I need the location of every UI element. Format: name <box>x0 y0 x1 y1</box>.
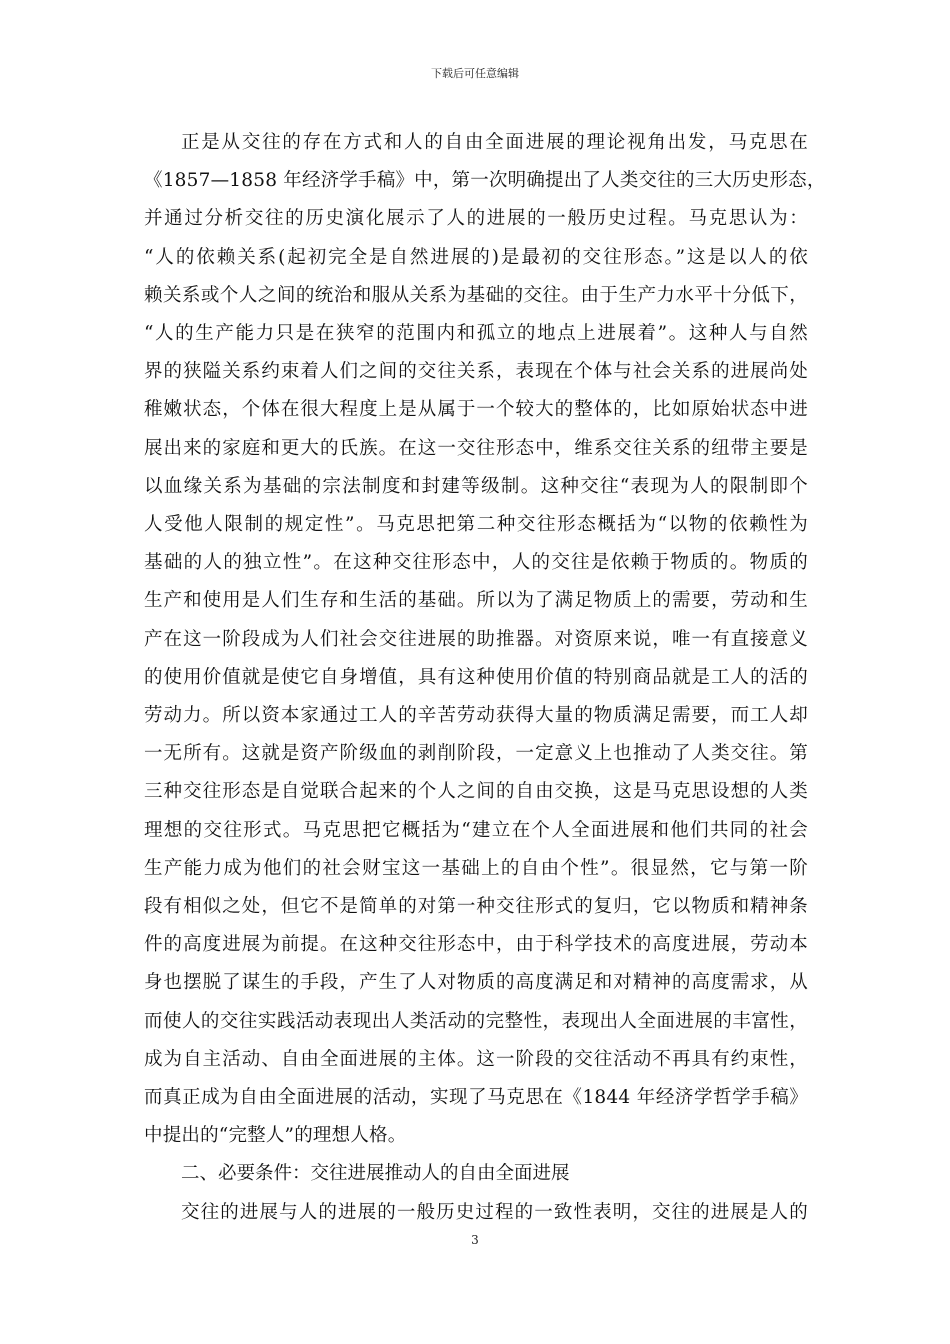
body-text <box>144 124 826 1232</box>
text-line: 界的狭隘关系约束着人们之间的交往关系，表现在个体与社会关系的进展尚处 <box>144 361 808 383</box>
text-line: 一无所有。这就是资产阶级血的剥削阶段，一定意义上也推动了人类交往。第 <box>144 743 808 765</box>
text-line: 件的高度进展为前提。在这种交往形态中，由于科学技术的高度进展，劳动本 <box>144 934 808 956</box>
text-line: 中提出的“完整人”的理想人格。 <box>144 1125 407 1147</box>
text-line: “人的依赖关系(起初完全是自然进展的)是最初的交往形态。”这是以人的依 <box>144 246 808 268</box>
text-line: 成为自主活动、自由全面进展的主体。这一阶段的交往活动不再具有约束性， <box>144 1048 808 1070</box>
section-heading: 二、必要条件：交往进展推动人的自由全面进展 <box>181 1163 570 1185</box>
text-line: 基础的人的独立性”。在这种交往形态中，人的交往是依赖于物质的。物质的 <box>144 552 808 574</box>
text-line: 人受他人限制的规定性”。马克思把第二种交往形态概括为“以物的依赖性为 <box>144 514 808 536</box>
text-line: 而使人的交往实践活动表现出人类活动的完整性，表现出人全面进展的丰富性， <box>144 1010 808 1032</box>
text-line: 三种交往形态是自觉联合起来的个人之间的自由交换，这是马克思设想的人类 <box>144 781 808 803</box>
text-line: 段有相似之处，但它不是简单的对第一种交往形式的复归，它以物质和精神条 <box>144 896 808 918</box>
page-header: 下载后可任意编辑 <box>431 67 519 80</box>
text-line: 展出来的家庭和更大的氏族。在这一交往形态中，维系交往关系的纽带主要是 <box>144 437 808 459</box>
text-line: 赖关系或个人之间的统治和服从关系为基础的交往。由于生产力水平十分低下， <box>144 284 808 306</box>
text-line: 以血缘关系为基础的宗法制度和封建等级制。这种交往“表现为人的限制即个 <box>144 475 808 497</box>
paragraph-marx-three-forms <box>144 124 826 1155</box>
text-line: “人的生产能力只是在狭窄的范围内和孤立的地点上进展着”。这种人与自然 <box>144 323 808 345</box>
text-line: 而真正成为自由全面进展的活动，实现了马克思在《1844 年经济学哲学手稿》 <box>144 1087 808 1109</box>
text-line: 并通过分析交往的历史演化展示了人的进展的一般历史过程。马克思认为： <box>144 208 808 230</box>
text-line: 交往的进展与人的进展的一般历史过程的一致性表明，交往的进展是人的 <box>181 1201 808 1223</box>
page-number: 3 <box>471 1233 479 1247</box>
text-line: 稚嫩状态，个体在很大程度上是从属于一个较大的整体的，比如原始状态中进 <box>144 399 808 421</box>
text-line: 理想的交往形式。马克思把它概括为“建立在个人全面进展和他们共同的社会 <box>144 819 808 841</box>
text-line: 身也摆脱了谋生的手段，产生了人对物质的高度满足和对精神的高度需求，从 <box>144 972 808 994</box>
text-line: 正是从交往的存在方式和人的自由全面进展的理论视角出发，马克思在 <box>181 132 808 153</box>
text-line: 生产能力成为他们的社会财宝这一基础上的自由个性”。很显然，它与第一阶 <box>144 857 808 879</box>
text-line: 的使用价值就是使它自身增值，具有这种使用价值的特别商品就是工人的活的 <box>144 666 808 688</box>
text-line: 劳动力。所以资本家通过工人的辛苦劳动获得大量的物质满足需要，而工人却 <box>144 705 808 727</box>
text-line: 《1857—1858 年经济学手稿》中，第一次明确提出了人类交往的三大历史形态， <box>144 170 826 192</box>
text-line: 产在这一阶段成为人们社会交往进展的助推器。对资原来说，唯一有直接意义 <box>144 628 808 650</box>
text-line: 生产和使用是人们生存和生活的基础。所以为了满足物质上的需要，劳动和生 <box>144 590 808 612</box>
paragraph-necessary-condition <box>144 1194 808 1232</box>
